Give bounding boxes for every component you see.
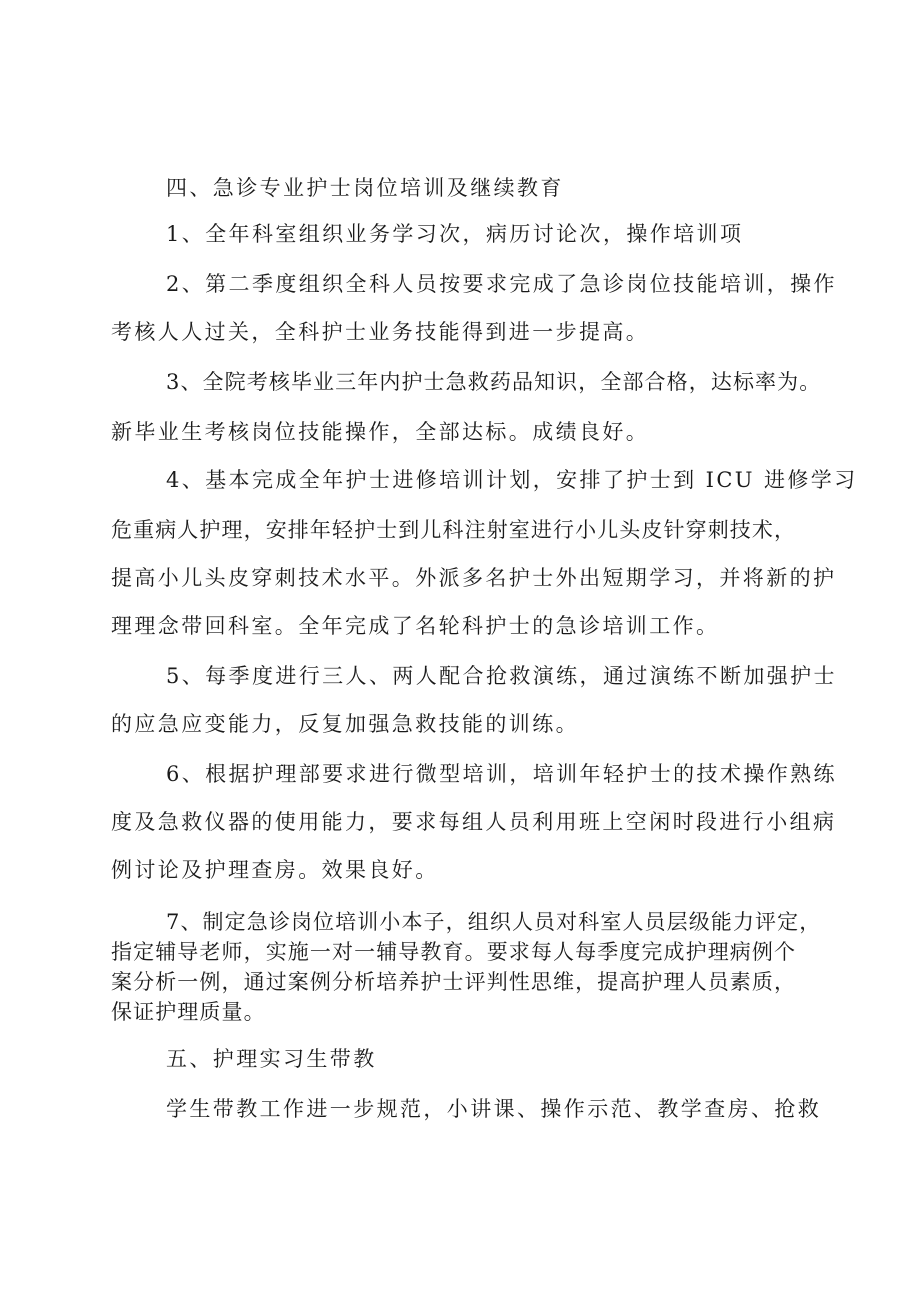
paragraph-item-7-line-1: 7、制定急诊岗位培训小本子，组织人员对科室人员层级能力评定，	[166, 910, 822, 934]
paragraph-item-4-line-4: 理理念带回科室。全年完成了名轮科护士的急诊培训工作。	[111, 614, 720, 638]
paragraph-item-2-line-1: 2、第二季度组织全科人员按要求完成了急诊岗位技能培训，操作	[166, 272, 837, 296]
paragraph-item-4-line-2: 危重病人护理，安排年轻护士到儿科注射室进行小儿头皮针穿刺技术，	[111, 518, 797, 542]
paragraph-item-3-line-1: 3、全院考核毕业三年内护士急救药品知识，全部合格，达标率为。	[166, 370, 822, 394]
paragraph-item-6-line-1: 6、根据护理部要求进行微型培训，培训年轻护士的技术操作熟练	[166, 762, 837, 786]
paragraph-item-7-line-4: 保证护理质量。	[111, 1000, 266, 1024]
paragraph-item-6-line-2: 度及急救仪器的使用能力，要求每组人员利用班上空闲时段进行小组病	[111, 810, 837, 834]
paragraph-item-7-line-3: 案分析一例，通过案例分析培养护士评判性思维，提高护理人员素质，	[111, 970, 797, 994]
paragraph-item-1: 1、全年科室组织业务学习次，病历讨论次，操作培训项	[166, 222, 744, 246]
section-heading-4: 四、急诊专业护士岗位培训及继续教育	[166, 176, 564, 200]
section-heading-5: 五、护理实习生带教	[166, 1047, 377, 1071]
paragraph-item-5-line-2: 的应急应变能力，反复加强急救技能的训练。	[111, 712, 579, 736]
paragraph-item-4-line-3: 提高小儿头皮穿刺技术水平。外派多名护士外出短期学习，并将新的护	[111, 566, 837, 590]
paragraph-item-6-line-3: 例讨论及护理查房。效果良好。	[111, 858, 439, 882]
paragraph-item-5-line-1: 5、每季度进行三人、两人配合抢救演练，通过演练不断加强护士	[166, 664, 837, 688]
paragraph-item-7-line-2: 指定辅导老师，实施一对一辅导教育。要求每人每季度完成护理病例个	[111, 940, 797, 964]
paragraph-section-5: 学生带教工作进一步规范，小讲课、操作示范、教学查房、抢救	[166, 1097, 822, 1121]
paragraph-item-3-line-2: 新毕业生考核岗位技能操作，全部达标。成绩良好。	[111, 420, 650, 444]
paragraph-item-2-line-2: 考核人人过关，全科护士业务技能得到进一步提高。	[111, 320, 650, 344]
paragraph-item-4-line-1: 4、基本完成全年护士进修培训计划，安排了护士到 ICU 进修学习	[166, 468, 858, 492]
